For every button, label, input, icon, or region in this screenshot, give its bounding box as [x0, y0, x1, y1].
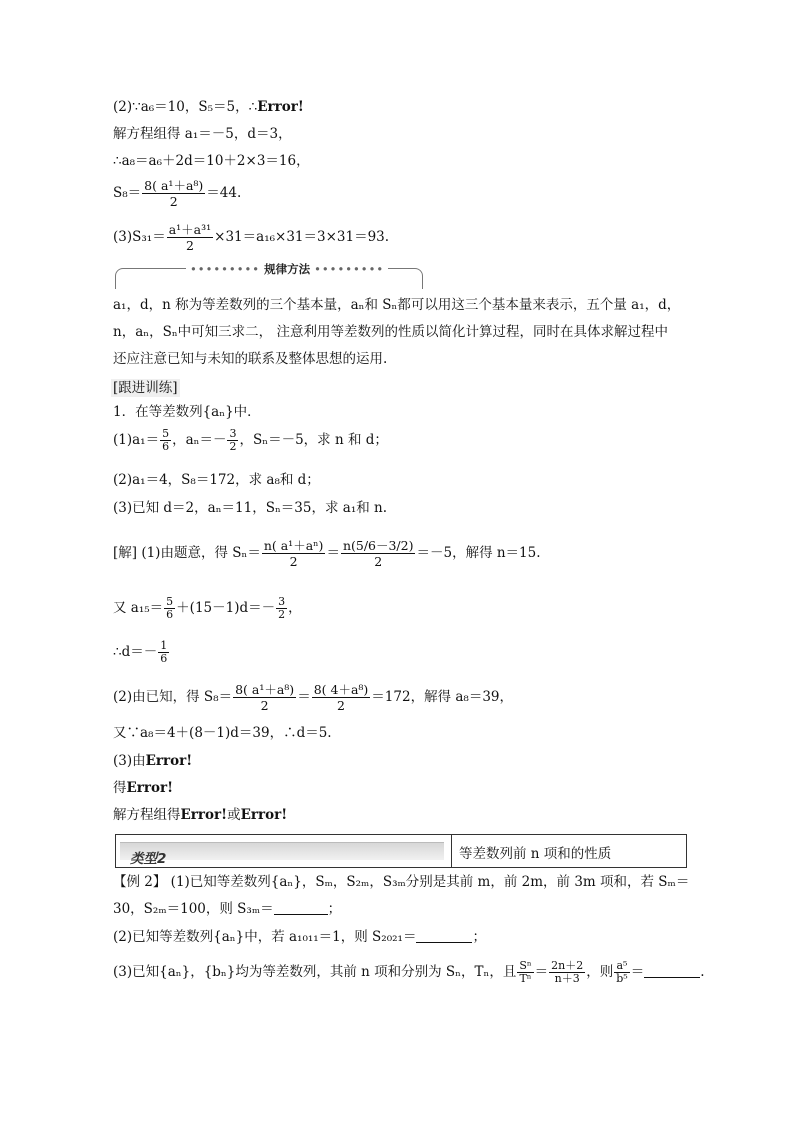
solution-part-5: 又∵a₈＝4＋(8－1)d＝39，∴d＝5. [113, 725, 332, 741]
solution-line-2: 解方程组得 a₁＝－5，d＝3， [113, 126, 292, 142]
example-line-4: (3)已知{aₙ}，{bₙ}均为等差数列，其前 n 项和分别为 Sₙ，Tₙ，且 $\frac{\text{Sⁿ}}{\text{Tⁿ}}$ ＝ $\frac{2n+2}{n+3}$ ，则 $\frac{\text{a⁵}}{\text{b⁵}}$ ＝ . [113, 959, 705, 985]
fraction-denominator: 2 [169, 194, 178, 209]
practice-label: [跟进训练] [113, 380, 178, 396]
solution-line-5 [113, 222, 389, 253]
method-paragraph-2: n，aₙ，Sₙ中可知三求二， 注意利用等差数列的性质以简化计算过程，同时在具体求解过程中 [113, 324, 668, 340]
fraction-denominator: 2 [185, 238, 194, 253]
practice-question: 1．在等差数列{aₙ}中． [113, 404, 261, 420]
text: S₈＝ [113, 185, 142, 201]
fraction-numerator: 8( a¹＋a⁸) [144, 178, 204, 193]
example-line-1: 【例 2】 (1)已知等差数列{aₙ}，Sₘ，S₂ₘ，S₃ₘ分别是其前 m，前 2m，前 3m 项和，若 Sₘ＝ [113, 874, 690, 890]
solution-part-8: 解方程组得Error!或Error! [113, 807, 288, 823]
solution-part-2: 又 a₁₅＝ $\frac{5}{6}$ ＋(15－1)d＝－ $\frac{3}{2}$ ， [113, 595, 302, 621]
type-tab [120, 842, 444, 867]
solution-part-4: (2)由已知，得 S₈＝ $\frac{\text{8( a¹＋a⁸)}}{2}$ ＝ $\frac{\text{8( 4＋a⁸)}}{2}$ ＝172，解得 a₈＝39， [113, 682, 513, 713]
practice-q2: (2)a₁＝4，S₈＝172，求 a₈和 d； [113, 472, 320, 488]
solution-part-1: [解] (1)由题意，得 Sₙ＝ $\frac{\text{n( a¹＋aⁿ)}}{2}$ ＝ $\frac{n(5/6-3/2)}{2}$ ＝－5，解得 n＝15. [113, 538, 541, 569]
method-title: ••••••••• 规律方法 ••••••••• [186, 261, 388, 277]
fraction-numerator: a¹＋a³¹ [168, 222, 212, 237]
solution-line-4 [113, 178, 241, 209]
error-text: Error! [257, 99, 304, 115]
text: (3)S₃₁＝ [113, 229, 166, 245]
type-title: 等差数列前 n 项和的性质 [459, 846, 612, 862]
solution-line-1 [113, 98, 304, 116]
text: ＝44. [206, 185, 242, 201]
answer-blank[interactable] [274, 902, 328, 915]
example-line-2: 30，S₂ₘ＝100，则 S₃ₘ＝ ； [113, 901, 342, 917]
divider [451, 835, 452, 867]
solution-part-6: (3)由Error! [113, 753, 193, 769]
practice-q3: (3)已知 d＝2，aₙ＝11，Sₙ＝35，求 a₁和 n. [113, 500, 388, 516]
solution-line-3: ∴a₈＝a₆＋2d＝10＋2×3＝16， [113, 153, 310, 169]
solution-part-3: ∴d＝－ $\frac{1}{6}$ [113, 639, 168, 665]
answer-blank[interactable] [644, 965, 700, 978]
method-box [115, 262, 423, 289]
practice-q1: (1)a₁＝ $\frac{5}{6}$ ，aₙ＝－ $\frac{3}{2}$ ，Sₙ＝－5，求 n 和 d； [113, 427, 388, 453]
method-paragraph-1: a₁，d，n 称为等差数列的三个基本量，aₙ和 Sₙ都可以用这三个基本量来表示，五个量 a₁，d， [113, 297, 681, 313]
type-label: 类型2 [130, 851, 167, 867]
text: (2)∵a₆＝10，S₅＝5，∴ [113, 99, 258, 115]
answer-blank[interactable] [416, 930, 472, 943]
solution-part-7: 得Error! [113, 780, 174, 796]
example-line-3: (2)已知等差数列{aₙ}中，若 a₁₀₁₁＝1，则 S₂₀₂₁＝ ； [113, 929, 486, 945]
type-section-header [115, 834, 687, 868]
text: ×31＝a₁₆×31＝3×31＝93. [214, 229, 390, 245]
method-paragraph-3: 还应注意已知与未知的联系及整体思想的运用. [113, 351, 388, 367]
